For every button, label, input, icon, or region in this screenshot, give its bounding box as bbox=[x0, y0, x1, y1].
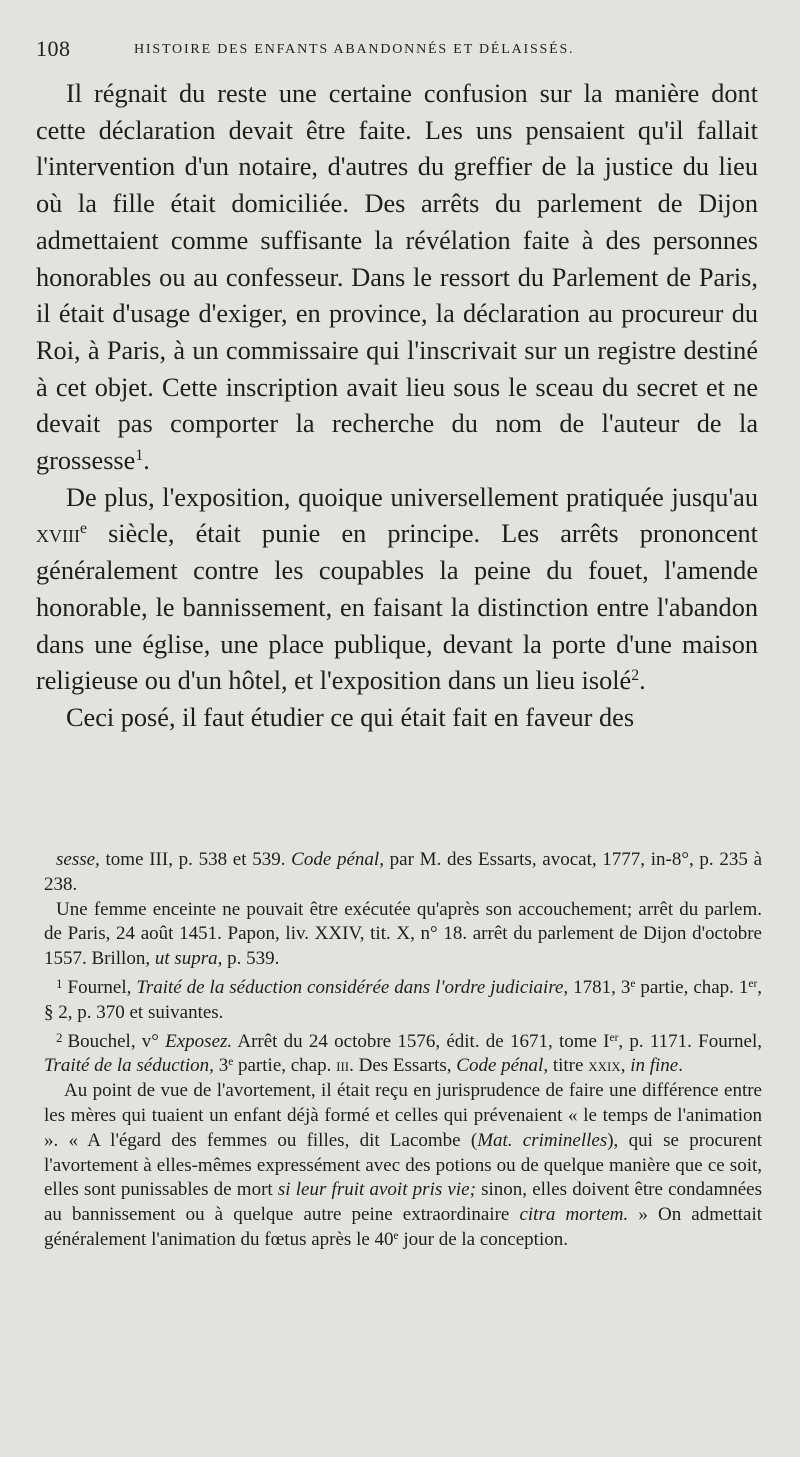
footnote-continued-2: Une femme enceinte ne pouvait être exécutée qu'après son accouchement; arrêt du parlem. de Paris, 24 août 1451. Papon, liv. XXIV, tit. X, n° 18. arrêt du parlement de Dijon d'octobre 1557. Brillon, ut supra, p. 539. bbox=[44, 898, 762, 970]
footnote-continued: sesse, tome III, p. 538 et 539. Code pénal, par M. des Essarts, avocat, 1777, in-8°, p. 235 à 238. bbox=[44, 849, 762, 895]
footnote-2: $^2$ Bouchel, v° Exposez. Arrêt du 24 octobre 1576, édit. de 1671, tome Ier, p. 1171. Fournel, Traité de la séduction, 3e partie, chap. iii. Des Essarts, Code pénal, titre xxix, in fine. bbox=[44, 1029, 762, 1077]
page-number: 108 bbox=[36, 36, 71, 61]
footnote-marker-1: 1 bbox=[56, 975, 63, 991]
footnote-1: $^1$ Fournel, Traité de la séduction considérée dans l'ordre judiciaire, 1781, 3e partie, chap. 1er, § 2, p. 370 et suivantes. bbox=[44, 975, 762, 1023]
paragraph-exposition: De plus, l'exposition, quoique universellement pratiquée jusqu'au xviii$^e$ siècle, était punie en principe. Les arrêts prononcent généralement contre les coupables la peine du fouet, l'amende honorable, le bannissement, en faisant la distinction entre l'abandon dans une église, une place publique, devant la porte d'une maison religieuse ou d'un hôtel, et l'exposition dans un lieu isolé$^2$. bbox=[36, 482, 758, 696]
paragraph-declaration: Il régnait du reste une certaine confusion sur la manière dont cette déclaration devait être faite. Les uns pensaient qu'il fallait l'intervention d'un notaire, d'autres du greffier de la justice du lieu où la fille était domiciliée. Des arrêts du parlement de Dijon admettaient comme suffisante la révélation faite à des personnes honorables ou au confesseur. Dans le ressort du Parlement de Paris, il était d'usage d'exiger, en province, la déclaration au procureur du Roi, à Paris, à un commissaire qui l'inscrivait sur un registre destiné à cet objet. Cette inscription avait lieu sous le sceau du secret et ne devait pas comporter la recherche du nom de l'auteur de la grossesse$^1$. bbox=[36, 79, 758, 476]
footnote-ref-2[interactable]: 2 bbox=[631, 667, 640, 685]
footnote-marker-2: 2 bbox=[56, 1029, 63, 1045]
main-text bbox=[36, 76, 758, 737]
footnote-avortement: Au point de vue de l'avortement, il était reçu en jurisprudence de faire une différence entre les mères qui tuaient un enfant déjà formé et celles qui prévenaient « le temps de l'animation ». « A l'égard des femmes ou filles, dit Lacombe (Mat. criminelles), qui se procurent l'avortement à elles-mêmes expressément avec des potions ou de quelque manière que ce soit, elles sont punissables de mort si leur fruit avoit pris vie; sinon, elles doivent être condamnées au bannissement ou à quelque autre peine extraordinaire citra mortem. » On admettait généralement l'animation du fœtus après le 40e jour de la conception. bbox=[44, 1080, 763, 1250]
paragraph-ceci-pose: Ceci posé, il faut étudier ce qui était fait en faveur des bbox=[66, 702, 635, 732]
page-header bbox=[36, 36, 776, 66]
footnotes bbox=[44, 848, 762, 1253]
footnote-ref-1[interactable]: 1 bbox=[135, 447, 144, 465]
running-head: HISTOIRE DES ENFANTS ABANDONNÉS ET DÉLAISSÉS. bbox=[134, 42, 575, 57]
